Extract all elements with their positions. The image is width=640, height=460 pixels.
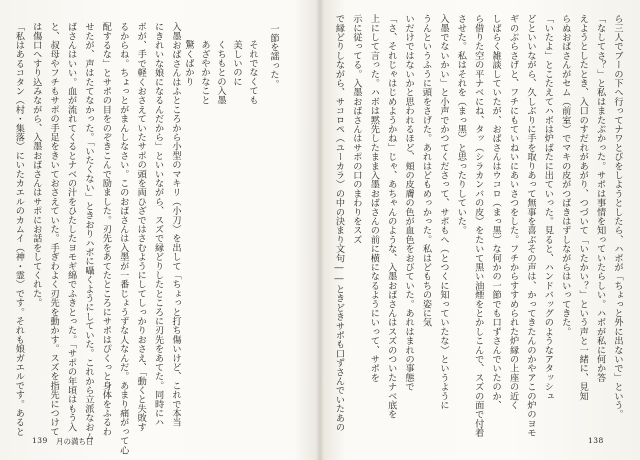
right-page bbox=[320, 0, 640, 460]
poem-line: 驚くばかり bbox=[183, 40, 194, 86]
text-column: ら借りた空の平ナベにね、タッ（シラカンバの皮）をたいて黒い油煙をとかしこんで、スズの面で付着 bbox=[472, 14, 484, 438]
text-column: ばさんはいい。血が流れてくるとナベの汁をひたしたヨモギ綿でふきとった。「サポの年頃はもう入 bbox=[65, 22, 77, 432]
section-title: 一節を謡った。 bbox=[268, 24, 279, 89]
text-column: しばらく雑談していたが、おばさんはウコロ（まっ黒）な何かの一節でも口ずさんでいたのか、 bbox=[490, 14, 502, 410]
right-page-text bbox=[333, 14, 626, 438]
poem-line: 美しいのに bbox=[231, 40, 242, 86]
poem-line: あざやかなこと bbox=[199, 40, 210, 105]
text-column: 「なしてさ？」と私はまたぶかった。サポは事情を知っていたらしい。ハボが私に何か答 bbox=[594, 14, 606, 382]
text-column: 配するな」とサポの目をのぞきこんで励ました。刃先をあてたところにサポはぴくっと身体をふるわ bbox=[100, 22, 112, 436]
text-column: は傷口へすり込みながら、入墨おばさんはサポにお話をしてくれた。 bbox=[30, 22, 42, 308]
poem bbox=[180, 40, 260, 150]
text-column: ボが、手で軽くおさえていたサポの頭を両ひざではさむようにしてしっかりおさえ、「動くと失敗す bbox=[135, 22, 147, 432]
book-gutter bbox=[316, 0, 324, 460]
running-head: 月の満ち日 bbox=[56, 437, 94, 446]
text-column: 上にして言った。ハボは黙先したまま入墨おばさんの前に横になるようにいって、サポを bbox=[368, 14, 380, 382]
text-column: にきれいな娘になるんだから」といいながら、スズで縁どりしたところに刃先をあてた。同時にハ bbox=[152, 22, 164, 427]
poem-line: それでなくても bbox=[247, 40, 258, 105]
text-column: 「いたよ」とこたえてハボは炉ばたに出ていった。見ると、ハンドバッグのようなアタッシュ bbox=[542, 14, 554, 401]
text-column: ら三人でブーの下へ行ってナワとびをしようとしたら、ハボが「ちょっと外に出ないで」という。 bbox=[612, 14, 623, 419]
text-column: と、叔母やフチもサポの手足をきいておさえていた。手ぎわよく刃先を動かす。スズを指先につけて bbox=[48, 22, 60, 436]
text-column: 「さ、それじゃはじめようかね」じゃ、あちゃんのような、入墨おばさんはスズのついたナベ底を bbox=[385, 14, 397, 419]
page-number: 138 bbox=[588, 436, 604, 445]
text-column: 「私はあるコタン（村・集落）にいたカエルのカムイ（神・霊）です。それも娘ガエルです。あると bbox=[13, 22, 25, 436]
text-column: るからね。ちょっとがまんしなさい。このおばさんは入墨が一番じょうずな人なんだ。あまり痛がって心 bbox=[117, 22, 129, 455]
text-column: 入墨でないかい」と小声でかつてくださって、サポもへ（とつくに知っていたな）というように bbox=[437, 14, 449, 410]
text-column: 示に従ってる。入墨おばさんはサポの口のまわりをスズ bbox=[350, 14, 362, 244]
text-column: らぬおばさんがセム（前室）でマキの皮がつばきはずしながらはいってきた。 bbox=[559, 14, 571, 336]
text-column: どといいながら、久しぶりに手を取りあって無事を喜ぶその声は、かってきたんのかやアこの炉のヨモ bbox=[524, 14, 536, 438]
poem-line: くちもとの入墨 bbox=[215, 40, 226, 105]
text-column: いだけではないかと思われるほど、頬の皮膚の色が血色をおびていた。あれはまれの事態で bbox=[403, 14, 415, 392]
text-column: せたが、声はたてなかった。「いたくない」ときおりハボに囁くようにしていた。これから立派なおム bbox=[82, 22, 94, 441]
text-column: させた。私はそれを（まっ黒）と思ったりしていた。 bbox=[455, 14, 467, 235]
text-column: うんというふうに頭をさげた。あれはどもめっかった。私はどもちの姿に気 bbox=[420, 14, 432, 327]
page-number: 139 bbox=[32, 436, 48, 445]
text-column: えようとしたとき、入口のすだれがあがり、つづいて「いたかい？」という声と一緒に、見知 bbox=[577, 14, 589, 401]
text-column: ギのぶらさげと、フチにもていねいにあいさつをした。フチからすすめられた炉縁の上座の近く bbox=[507, 14, 519, 410]
text-column: で縁どりしながら、サコロペ（ユーカラ）の中の決まり文句――ときどきサポも口ずさんでいたあの bbox=[333, 14, 345, 432]
text-column: 入墨おばさんはふところから小型のマキリ（小刀）を出して「ちょっと打ち傷いけど、これで本当 bbox=[170, 22, 181, 427]
